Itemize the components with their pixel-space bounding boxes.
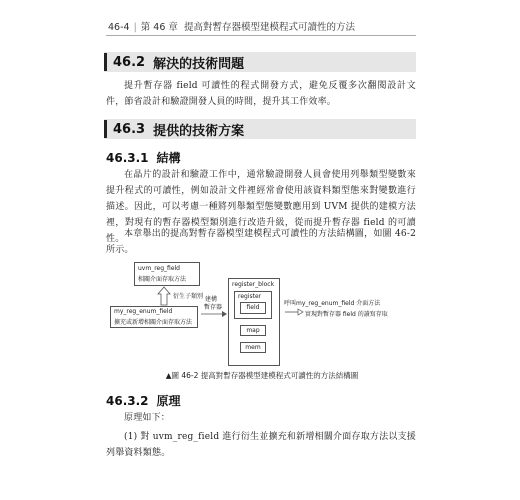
my-reg-enum-field-subtitle: 擴充或新增相關介面存取方法: [114, 319, 193, 326]
call-label: 呼叫my_reg_enum_field 介面方法: [284, 300, 381, 307]
field-box: [240, 302, 266, 314]
derive-label: 衍生子類別: [173, 293, 204, 300]
figure-46-2: [104, 258, 420, 368]
map-box: [240, 325, 266, 336]
build-label-1: 建構: [205, 296, 218, 303]
header-rule: [106, 35, 416, 36]
uvm-reg-field-box: [134, 262, 200, 286]
subsection-title: 結構: [156, 151, 181, 165]
page-number: 46-4: [108, 22, 130, 33]
register-block-title: register_block: [232, 281, 275, 288]
section-marker: [104, 53, 107, 71]
subsection-number: 46.3.2: [106, 394, 149, 408]
my-reg-enum-field-box: [110, 306, 198, 328]
section-number: 46.2: [113, 54, 146, 70]
running-header: [108, 19, 355, 33]
mem-box: [240, 342, 266, 353]
subsection-heading-46-3-1: [106, 149, 181, 166]
figure-caption: ▲圖 46-2 提高對暫存器模型建模程式可讀性的方法結構圖: [165, 371, 359, 380]
impl-label: 實現對暫存器 field 的讀寫存取: [305, 311, 388, 318]
uvm-reg-field-title: uvm_reg_field: [138, 265, 180, 272]
uvm-reg-field-subtitle: 相關介面存取方法: [138, 276, 187, 283]
paragraph-problem: 提升暫存器 field 可讀性的程式開發方式，避免反覆多次翻閱設計文件，節省設計和驗證開發人員的時間，提升其工作效率。: [106, 81, 416, 107]
paragraph-principle-1: (1) 對 uvm_reg_field 進行衍生並擴充和新增相關介面存取方法以支援列舉資料類態。: [106, 432, 416, 458]
paragraph-principle-intro: 原理如下：: [124, 413, 171, 423]
map-label: map: [246, 327, 260, 334]
build-arrow-icon: [200, 310, 228, 318]
section-heading-46-2: [104, 52, 416, 72]
chapter-title: 提高對暫存器模型建模程式可讀性的方法: [183, 22, 355, 33]
section-marker: [104, 120, 107, 138]
register-label: register: [238, 293, 262, 300]
section-title: 解決的技術問題: [153, 56, 245, 72]
subsection-heading-46-3-2: [106, 392, 181, 409]
mem-label: mem: [245, 344, 261, 351]
build-label-2: 暫存器: [204, 304, 223, 311]
subsection-number: 46.3.1: [106, 151, 149, 165]
my-reg-enum-field-title: my_reg_enum_field: [114, 308, 173, 315]
section-number: 46.3: [113, 121, 146, 137]
field-label: field: [246, 304, 260, 311]
section-title: 提供的技術方案: [153, 123, 245, 139]
paragraph-structure: 在晶片的設計和驗證工作中，通常驗證開發人員會使用列舉類型變數來提升程式的可讀性，例如設計文件裡經常會使用該資料類型態來對變數進行描述。因此，可以考慮一種將列舉類型態變數應用到 UVM 提供的建模方法裡，對現有的暫存器模型類別進行改造升級，從而提升暫存器 field 的可讀性。: [106, 170, 416, 244]
chapter-label: 第 46 章: [140, 22, 178, 33]
header-separator: |: [133, 22, 137, 33]
section-heading-46-3: [104, 119, 416, 139]
paragraph-figure-intro: 本章舉出的提高對暫存器模型建模程式可讀性的方法結構圖，如圖 46-2 所示。: [106, 229, 416, 255]
subsection-title: 原理: [156, 394, 181, 408]
derive-arrow-icon: [157, 286, 171, 306]
impl-arrow-icon: [284, 308, 304, 316]
